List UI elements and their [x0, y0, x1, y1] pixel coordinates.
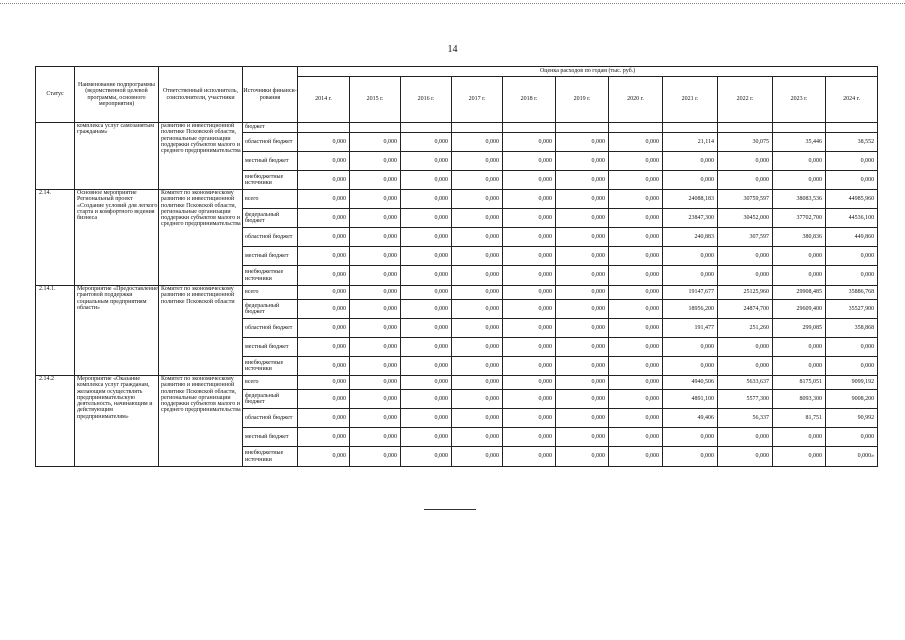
value-cell: 0,000 — [663, 247, 718, 266]
value-cell: 0,000 — [773, 447, 826, 467]
value-cell: 35,446 — [773, 133, 826, 152]
row-status: 2.14. — [36, 190, 75, 286]
value-cell: 0,000 — [452, 171, 503, 190]
row-source: внебюджетные источники — [243, 171, 298, 190]
row-source: местный бюджет — [243, 428, 298, 447]
header-name: Наименование подпрограммы (ведомственной целевой программы, основного мероприятия) — [75, 67, 159, 123]
value-cell: 0,000 — [826, 338, 878, 357]
row-source: всего — [243, 190, 298, 209]
row-status: 2.14.1. — [36, 286, 75, 376]
row-source: федеральный бюджет — [243, 209, 298, 228]
value-cell: 0,000 — [298, 319, 350, 338]
row-status: 2.14.2 — [36, 376, 75, 467]
value-cell: 0,000 — [609, 247, 663, 266]
value-cell: 0,000 — [452, 152, 503, 171]
value-cell: 0,000 — [298, 447, 350, 467]
header-year: 2023 г. — [773, 77, 826, 123]
value-cell: 0,000 — [401, 409, 452, 428]
value-cell: 0,000 — [452, 286, 503, 300]
value-cell: 0,000 — [503, 357, 556, 376]
value-cell: 0,000 — [452, 390, 503, 409]
budget-table — [35, 66, 878, 467]
value-cell: 0,000 — [452, 319, 503, 338]
value-cell: 0,000 — [609, 300, 663, 319]
header-year: 2024 г. — [826, 77, 878, 123]
value-cell: 0,000 — [609, 409, 663, 428]
value-cell: 0,000 — [609, 152, 663, 171]
value-cell: 0,000 — [401, 228, 452, 247]
value-cell: 0,000 — [556, 209, 609, 228]
page-number: 14 — [447, 44, 458, 55]
value-cell: 0,000 — [350, 247, 401, 266]
row-source: областной бюджет — [243, 409, 298, 428]
row-source: внебюджетные источники — [243, 266, 298, 286]
value-cell: 0,000 — [401, 376, 452, 390]
value-cell: 0,000 — [298, 171, 350, 190]
value-cell: 0,000 — [298, 266, 350, 286]
row-source: всего — [243, 376, 298, 390]
row-source: местный бюджет — [243, 152, 298, 171]
value-cell: 0,000 — [401, 338, 452, 357]
value-cell: 0,000 — [826, 152, 878, 171]
row-source: всего — [243, 286, 298, 300]
header-year: 2015 г. — [350, 77, 401, 123]
value-cell: 0,000 — [556, 133, 609, 152]
value-cell — [718, 123, 773, 133]
value-cell: 0,000 — [298, 428, 350, 447]
value-cell: 0,000 — [609, 447, 663, 467]
value-cell — [663, 123, 718, 133]
value-cell: 0,000 — [401, 247, 452, 266]
row-source: федеральный бюджет — [243, 300, 298, 319]
value-cell: 0,000 — [401, 447, 452, 467]
value-cell: 0,000 — [826, 266, 878, 286]
value-cell: 0,000 — [609, 133, 663, 152]
row-source: внебюджетные источники — [243, 447, 298, 467]
value-cell: 0,000 — [609, 228, 663, 247]
value-cell: 30452,000 — [718, 209, 773, 228]
value-cell: 0,000 — [401, 390, 452, 409]
value-cell: 29908,485 — [773, 286, 826, 300]
value-cell: 0,000 — [556, 390, 609, 409]
value-cell: 0,000 — [773, 338, 826, 357]
table-row — [36, 190, 878, 209]
value-cell: 0,000 — [298, 286, 350, 300]
value-cell: 0,000 — [609, 357, 663, 376]
value-cell — [773, 123, 826, 133]
header-year: 2022 г. — [718, 77, 773, 123]
value-cell: 0,000 — [350, 319, 401, 338]
value-cell: 0,000 — [503, 300, 556, 319]
value-cell: 38083,536 — [773, 190, 826, 209]
row-source: внебюджетные источники — [243, 357, 298, 376]
value-cell: 18956,200 — [663, 300, 718, 319]
value-cell: 0,000 — [663, 171, 718, 190]
value-cell: 0,000 — [609, 171, 663, 190]
row-executor: Комитет по экономическому развитию и инвестиционной политике Псковской области, региональные организации поддержки субъектов малого и среднего предпринимательства — [159, 376, 243, 467]
value-cell: 0,000 — [350, 152, 401, 171]
value-cell: 8093,300 — [773, 390, 826, 409]
value-cell: 0,000 — [663, 266, 718, 286]
value-cell: 0,000 — [503, 286, 556, 300]
value-cell: 0,000 — [452, 428, 503, 447]
header-year: 2017 г. — [452, 77, 503, 123]
value-cell: 307,597 — [718, 228, 773, 247]
value-cell: 0,000 — [503, 228, 556, 247]
value-cell: 0,000 — [350, 190, 401, 209]
header-year: 2021 г. — [663, 77, 718, 123]
value-cell: 0,000 — [609, 428, 663, 447]
value-cell: 0,000 — [350, 390, 401, 409]
value-cell: 0,000 — [401, 152, 452, 171]
value-cell: 30,075 — [718, 133, 773, 152]
value-cell: 90,992 — [826, 409, 878, 428]
value-cell: 35886,768 — [826, 286, 878, 300]
header-year: 2019 г. — [556, 77, 609, 123]
value-cell: 0,000 — [350, 447, 401, 467]
value-cell: 0,000 — [298, 300, 350, 319]
value-cell: 0,000 — [401, 133, 452, 152]
value-cell: 0,000 — [609, 209, 663, 228]
row-executor: Комитет по экономическому развитию и инвестиционной политике Псковской области — [159, 286, 243, 376]
row-status — [36, 123, 75, 190]
value-cell: 0,000 — [298, 376, 350, 390]
value-cell: 49,406 — [663, 409, 718, 428]
value-cell: 0,000 — [609, 338, 663, 357]
value-cell — [556, 123, 609, 133]
value-cell: 0,000 — [773, 428, 826, 447]
value-cell: 0,000 — [401, 357, 452, 376]
value-cell: 0,000 — [503, 390, 556, 409]
value-cell: 358,868 — [826, 319, 878, 338]
value-cell: 0,000 — [350, 357, 401, 376]
value-cell: 0,000 — [452, 247, 503, 266]
value-cell: 35527,900 — [826, 300, 878, 319]
value-cell — [826, 123, 878, 133]
value-cell: 5633,637 — [718, 376, 773, 390]
value-cell — [401, 123, 452, 133]
row-executor: Комитет по экономическому развитию и инвестиционной политике Псковской области, региональные организации поддержки субъектов малого и среднего предпринимательства — [159, 190, 243, 286]
value-cell: 24088,183 — [663, 190, 718, 209]
value-cell: 0,000 — [401, 300, 452, 319]
row-source: местный бюджет — [243, 247, 298, 266]
value-cell: 0,000 — [503, 338, 556, 357]
table-row — [36, 376, 878, 390]
value-cell: 0,000 — [503, 428, 556, 447]
value-cell: 0,000 — [350, 409, 401, 428]
value-cell: 449,860 — [826, 228, 878, 247]
value-cell: 37702,700 — [773, 209, 826, 228]
value-cell: 380,836 — [773, 228, 826, 247]
value-cell: 0,000 — [298, 409, 350, 428]
value-cell: 0,000 — [298, 390, 350, 409]
value-cell: 191,477 — [663, 319, 718, 338]
value-cell: 0,000 — [718, 152, 773, 171]
value-cell: 0,000 — [773, 171, 826, 190]
value-cell: 0,000 — [663, 428, 718, 447]
value-cell: 0,000 — [718, 247, 773, 266]
value-cell: 0,000 — [556, 447, 609, 467]
header-estimate: Оценка расходов по годам (тыс. руб.) — [298, 67, 878, 77]
value-cell: 0,000 — [503, 133, 556, 152]
value-cell: 56,337 — [718, 409, 773, 428]
value-cell: 0,000 — [503, 319, 556, 338]
value-cell — [609, 123, 663, 133]
value-cell: 0,000 — [503, 209, 556, 228]
value-cell: 0,000 — [609, 319, 663, 338]
value-cell: 0,000 — [663, 447, 718, 467]
value-cell: 0,000 — [401, 286, 452, 300]
value-cell: 0,000 — [401, 171, 452, 190]
value-cell: 4940,506 — [663, 376, 718, 390]
value-cell: 21,114 — [663, 133, 718, 152]
header-year: 2020 г. — [609, 77, 663, 123]
value-cell: 0,000 — [718, 447, 773, 467]
value-cell: 0,000 — [718, 266, 773, 286]
value-cell: 0,000 — [350, 228, 401, 247]
value-cell: 0,000 — [556, 319, 609, 338]
row-source: областной бюджет — [243, 319, 298, 338]
row-source: федеральный бюджет — [243, 390, 298, 409]
value-cell — [350, 123, 401, 133]
value-cell: 0,000 — [556, 428, 609, 447]
value-cell: 0,000 — [298, 152, 350, 171]
value-cell: 0,000 — [452, 266, 503, 286]
value-cell: 0,000 — [609, 266, 663, 286]
value-cell: 5577,300 — [718, 390, 773, 409]
value-cell: 0,000 — [556, 409, 609, 428]
value-cell: 0,000 — [452, 228, 503, 247]
value-cell: 0,000 — [773, 152, 826, 171]
value-cell: 24874,700 — [718, 300, 773, 319]
value-cell: 0,000 — [298, 190, 350, 209]
value-cell — [503, 123, 556, 133]
value-cell: 0,000 — [350, 338, 401, 357]
value-cell: 44985,960 — [826, 190, 878, 209]
value-cell: 25125,960 — [718, 286, 773, 300]
value-cell: 19147,677 — [663, 286, 718, 300]
value-cell: 0,000 — [350, 266, 401, 286]
value-cell: 0,000 — [350, 133, 401, 152]
value-cell: 0,000 — [503, 171, 556, 190]
header-sources: Источники финанси-рования — [243, 67, 298, 123]
value-cell: 0,000 — [401, 190, 452, 209]
value-cell: 0,000 — [350, 209, 401, 228]
value-cell — [452, 123, 503, 133]
value-cell: 0,000 — [452, 376, 503, 390]
value-cell: 0,000 — [298, 133, 350, 152]
row-name: Мероприятие «Оказание комплекса услуг гражданам, желающим осуществлять предпринимательскую деятельность, начинающим и действующим предпринимателям» — [75, 376, 159, 467]
header-executor: Ответственный исполнитель, соисполнители, участники — [159, 67, 243, 123]
value-cell: 0,000 — [556, 286, 609, 300]
value-cell: 0,000 — [503, 190, 556, 209]
value-cell: 0,000 — [609, 190, 663, 209]
value-cell: 0,000 — [826, 171, 878, 190]
value-cell — [298, 123, 350, 133]
table-row — [36, 286, 878, 300]
value-cell: 0,000 — [609, 390, 663, 409]
value-cell: 0,000 — [773, 357, 826, 376]
value-cell: 9008,200 — [826, 390, 878, 409]
value-cell: 0,000 — [556, 357, 609, 376]
value-cell: 0,000 — [663, 152, 718, 171]
value-cell: 0,000 — [556, 171, 609, 190]
row-source: местный бюджет — [243, 338, 298, 357]
header-year: 2014 г. — [298, 77, 350, 123]
value-cell: 0,000 — [609, 286, 663, 300]
value-cell: 4891,100 — [663, 390, 718, 409]
value-cell: 0,000 — [452, 357, 503, 376]
row-name: комплекса услуг самозанятым гражданам» — [75, 123, 159, 190]
value-cell: 0,000 — [503, 409, 556, 428]
value-cell: 0,000 — [452, 209, 503, 228]
row-executor: развитию и инвестиционной политике Псковской области, региональные организации поддержки субъектов малого и среднего предпринимательства — [159, 123, 243, 190]
value-cell: 0,000 — [556, 376, 609, 390]
value-cell: 0,000 — [609, 376, 663, 390]
header-year: 2018 г. — [503, 77, 556, 123]
value-cell: 0,000 — [401, 428, 452, 447]
row-source: областной бюджет — [243, 133, 298, 152]
value-cell: 81,751 — [773, 409, 826, 428]
value-cell: 0,000 — [826, 357, 878, 376]
value-cell: 0,000 — [401, 209, 452, 228]
value-cell: 38,552 — [826, 133, 878, 152]
closing-rule — [424, 509, 476, 510]
value-cell: 240,883 — [663, 228, 718, 247]
value-cell: 0,000 — [773, 266, 826, 286]
row-source: бюджет — [243, 123, 298, 133]
value-cell: 0,000 — [556, 152, 609, 171]
value-cell: 0,000 — [401, 266, 452, 286]
header-status: Статус — [36, 67, 75, 123]
value-cell: 0,000 — [556, 338, 609, 357]
value-cell: 0,000 — [826, 428, 878, 447]
value-cell: 0,000 — [350, 300, 401, 319]
row-source: областной бюджет — [243, 228, 298, 247]
value-cell: 9099,192 — [826, 376, 878, 390]
value-cell: 0,000 — [350, 376, 401, 390]
value-cell: 0,000 — [718, 357, 773, 376]
value-cell: 0,000 — [503, 447, 556, 467]
value-cell: 8175,051 — [773, 376, 826, 390]
value-cell: 0,000 — [298, 228, 350, 247]
value-cell: 0,000 — [401, 319, 452, 338]
row-name: Основное мероприятие Региональный проект «Создание условий для легкого старта и комфортного ведения бизнеса — [75, 190, 159, 286]
value-cell: 0,000 — [452, 447, 503, 467]
value-cell: 0,000 — [718, 338, 773, 357]
value-cell: 0,000 — [350, 171, 401, 190]
value-cell: 0,000 — [503, 152, 556, 171]
value-cell: 0,000 — [556, 228, 609, 247]
value-cell: 0,000 — [452, 409, 503, 428]
value-cell: 30759,597 — [718, 190, 773, 209]
value-cell: 251,260 — [718, 319, 773, 338]
value-cell: 0,000 — [663, 338, 718, 357]
value-cell: 0,000 — [663, 357, 718, 376]
value-cell: 0,000 — [718, 428, 773, 447]
value-cell: 0,000» — [826, 447, 878, 467]
value-cell: 0,000 — [452, 300, 503, 319]
row-name: Мероприятие «Предоставление грантовой поддержки социальным предприятиям области» — [75, 286, 159, 376]
value-cell: 0,000 — [298, 338, 350, 357]
value-cell: 0,000 — [503, 247, 556, 266]
value-cell: 44536,100 — [826, 209, 878, 228]
value-cell: 0,000 — [556, 190, 609, 209]
value-cell: 0,000 — [556, 247, 609, 266]
header-year: 2016 г. — [401, 77, 452, 123]
value-cell: 0,000 — [556, 300, 609, 319]
value-cell: 0,000 — [350, 286, 401, 300]
value-cell: 0,000 — [298, 247, 350, 266]
value-cell: 0,000 — [452, 338, 503, 357]
value-cell: 0,000 — [826, 247, 878, 266]
value-cell: 299,085 — [773, 319, 826, 338]
value-cell: 0,000 — [503, 376, 556, 390]
table-row — [36, 123, 878, 133]
value-cell: 0,000 — [773, 247, 826, 266]
scan-top-edge — [0, 3, 905, 4]
value-cell: 29609,400 — [773, 300, 826, 319]
value-cell: 23847,300 — [663, 209, 718, 228]
value-cell: 0,000 — [452, 133, 503, 152]
value-cell: 0,000 — [718, 171, 773, 190]
value-cell: 0,000 — [350, 428, 401, 447]
value-cell: 0,000 — [298, 357, 350, 376]
value-cell: 0,000 — [556, 266, 609, 286]
value-cell: 0,000 — [503, 266, 556, 286]
value-cell: 0,000 — [298, 209, 350, 228]
value-cell: 0,000 — [452, 190, 503, 209]
